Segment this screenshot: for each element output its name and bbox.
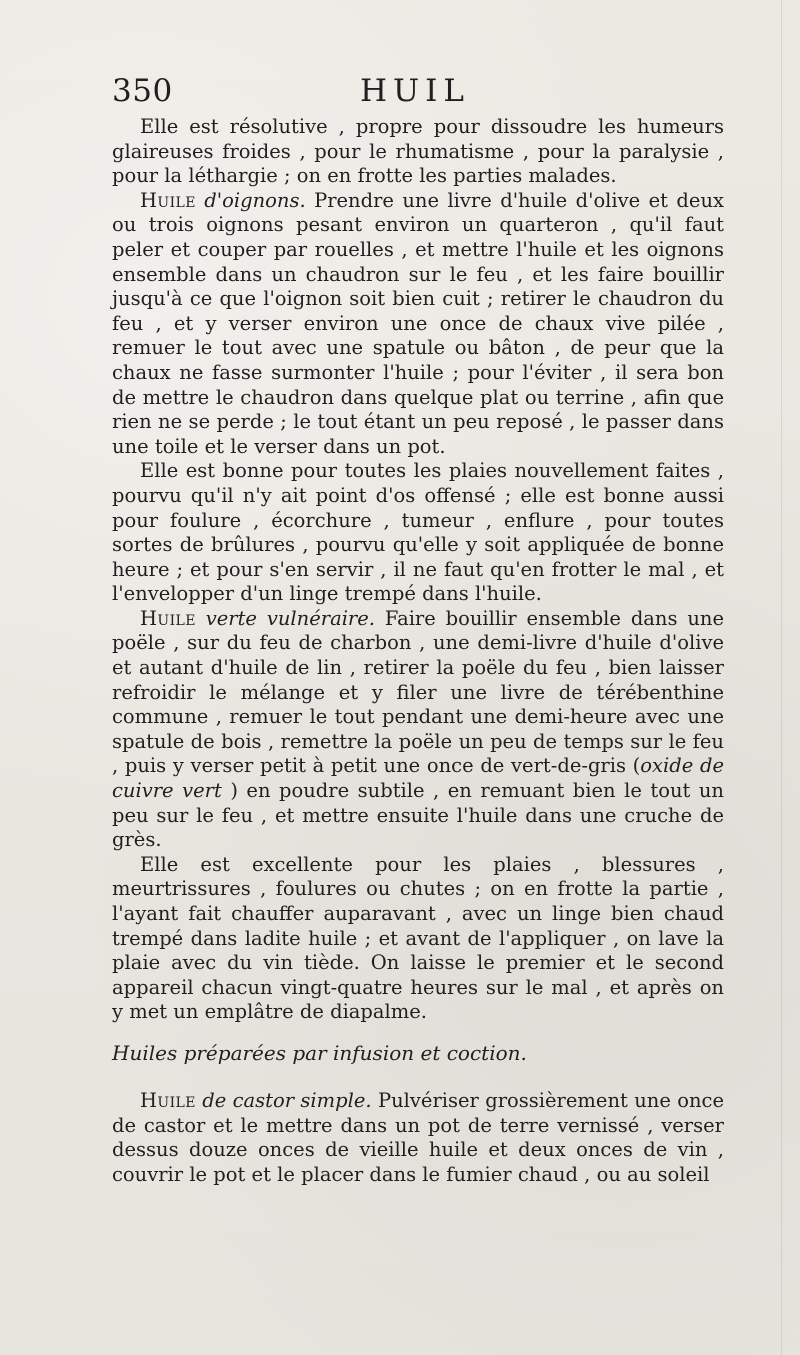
recipe-name: d'oignons. [204, 188, 306, 212]
paragraph-green-vulnerary-oil [112, 607, 724, 853]
paragraph-green-oil-uses [112, 853, 724, 1025]
body-text [112, 115, 724, 1187]
recipe-lead: Huile [140, 606, 196, 630]
paragraph-text: Faire bouillir ensemble dans une poële , sur du feu de charbon , une demi-livre d'huile d'olive et autant d'huile de lin , retirer la poële du feu , bien laisser refroidir le mélange et y filer une livre de térébenthine commune , remuer le tout pendant une demi-heure avec une spatule de bois , remettre la poële un peu de temps sur le feu , puis y verser petit à petit une once de vert-de-gris ( [112, 606, 725, 778]
paragraph-text: ) en poudre subtile , en remuant bien le tout un peu sur le feu , et mettre ensuite l'huile dans une cruche de grès. [112, 779, 724, 852]
recipe-name: de castor simple. [202, 1088, 372, 1112]
page-header [112, 73, 724, 116]
paragraph-text: Elle est bonne pour toutes les plaies nouvellement faites , pourvu qu'il n'y ait point d'os offensé ; elle est bonne aussi pour foulure , écorchure , tumeur , enflure , pour toutes sortes de brûlures , pourvu qu'elle y soit appliquée de bonne heure ; et pour s'en servir , il ne faut qu'en frotter le mal , et l'envelopper d'un linge trempé dans l'huile. [112, 459, 724, 606]
page-number: 350 [112, 73, 173, 109]
recipe-lead: Huile [140, 1088, 196, 1112]
paragraph-text: Pulvériser grossièrement une once de castor et le mettre dans un pot de terre vernissé , verser dessus douze onces de vieille huile et deux onces de vin , couvrir le pot et le placer dans le fumier chaud , ou au soleil [112, 1088, 724, 1186]
paragraph-text: Prendre une livre d'huile d'olive et deux ou trois oignons pesant environ un quarteron , qu'il faut peler et couper par rouelles , et mettre l'huile et les oignons ensemble dans un chaudron sur le feu , et les faire bouillir jusqu'à ce que l'oignon soit bien cuit ; retirer le chaudron du feu , et y verser environ une once de chaux vive pilée , remuer le tout avec une spatule ou bâton , de peur que la chaux ne fasse surmonter l'huile ; pour l'éviter , il sera bon de mettre le chaudron dans quelque plat ou terrine , afin que rien ne se perde ; le tout étant un peu reposé , le passer dans une toile et le verser dans un pot. [112, 188, 724, 458]
section-heading: Huiles préparées par infusion et coction. [112, 1040, 527, 1065]
paragraph-text: Elle est excellente pour les plaies , blessures , meurtrissures , foulures ou chutes ; on en frotte la partie , l'ayant fait chauffer auparavant , avec un linge bien chaud trempé dans ladite huile ; et avant de l'appliquer , on lave la plaie avec du vin tiède. On laisse le premier et le second appareil chacun vingt-quatre heures sur le mal , et après on y met un emplâtre de diapalme. [112, 852, 724, 1024]
paragraph-castor-oil [112, 1089, 724, 1187]
paragraph-onion-oil [112, 189, 724, 460]
inline-italic-text: oxide de cuivre vert [112, 754, 725, 803]
paragraph-onion-oil-uses [112, 459, 724, 607]
running-title: HUIL [360, 73, 470, 109]
recipe-lead: Huile [140, 188, 196, 212]
paragraph-resolutive [112, 115, 724, 189]
recipe-name: verte vulnéraire. [205, 606, 375, 630]
paragraph-text: Elle est résolutive , propre pour dissoudre les humeurs glaireuses froides , pour le rhumatisme , pour la paralysie , pour la léthargie ; on en frotte les parties malades. [112, 115, 724, 188]
